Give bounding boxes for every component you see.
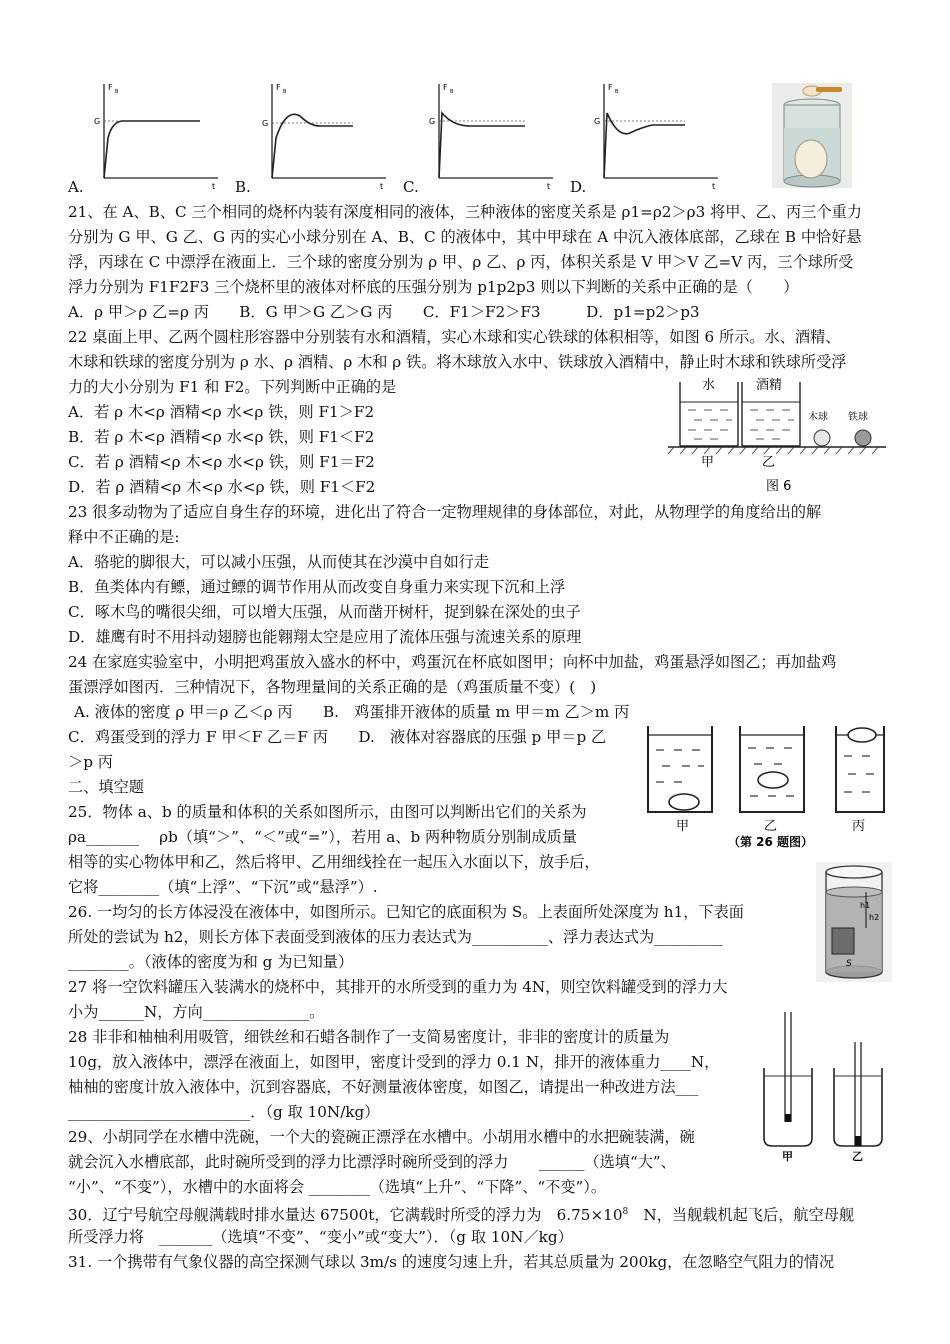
q24-options-cd-cont: ＞p 丙 <box>68 753 113 771</box>
svg-text:S: S <box>846 959 852 969</box>
graph-b <box>258 78 388 190</box>
q30-line2: 所受浮力将 _______（选填“不变”、“变小”或“变大”）．（g 取 10N／kg） <box>68 1228 573 1246</box>
figure-q26-block <box>816 862 892 982</box>
q30-text-b: N，当舰载机起飞后，航空母舰 <box>628 1206 855 1225</box>
graph-c <box>425 78 555 190</box>
svg-text:t: t <box>712 182 716 190</box>
svg-text:t: t <box>380 182 384 190</box>
svg-text:B: B <box>450 89 454 95</box>
svg-text:酒精: 酒精 <box>756 378 783 393</box>
q22-option-d: D．若 ρ 酒精<ρ 木<ρ 水<ρ 铁，则 F1＜F2 <box>68 478 376 496</box>
q22-line2: 木球和铁球的密度分别为 ρ 水、ρ 酒精、ρ 木和 ρ 铁。将木球放入水中、铁球放入酒精中，静止时木球和铁球所受浮 <box>68 353 847 371</box>
svg-text:G: G <box>429 117 436 126</box>
svg-text:h1: h1 <box>860 901 871 910</box>
svg-text:G: G <box>594 117 601 126</box>
q21-options: A．ρ 甲＞ρ 乙=ρ 丙 B．G 甲＞G 乙＞G 丙 C．F1＞F2＞F3 D．p1=p2＞p3 <box>68 303 700 321</box>
svg-text:F: F <box>276 83 281 92</box>
q26-line2: 所处的尝试为 h2，则长方体下表面受到液体的压力表达式为__________、浮力表达式为_________ <box>68 928 723 946</box>
svg-text:铁球: 铁球 <box>848 412 868 423</box>
q25-line2: ρa_______ ρb（填“＞”、“＜”或“=”），若用 a、b 两种物质分别制成质量 <box>68 828 577 846</box>
q24-line1: 24 在家庭实验室中，小明把鸡蛋放入盛水的杯中，鸡蛋沉在杯底如图甲；向杯中加盐，鸡蛋悬浮如图乙；再加盐鸡 <box>68 653 837 671</box>
q25-line3: 相等的实心物体甲和乙，然后将甲、乙用细线拴在一起压入水面以下，放手后， <box>68 853 600 871</box>
graph-d-label: D. <box>570 178 587 196</box>
graph-a <box>90 78 220 190</box>
q23-option-c: C．啄木鸟的嘴很尖细，可以增大压强，从而凿开树杆，捉到躲在深处的虫子 <box>68 603 581 621</box>
figure-26-eggs <box>640 720 890 850</box>
q26-line1: 26. 一均匀的长方体浸没在液体中，如图所示。已知它的底面积为 S。上表面所处深度为 h1，下表面 <box>68 903 744 921</box>
svg-text:F: F <box>608 83 613 92</box>
figure-q28-hydrometers <box>758 1012 888 1162</box>
svg-text:水: 水 <box>702 378 716 393</box>
svg-text:（第 26 题图）: （第 26 题图） <box>728 835 814 849</box>
q24-options-ab: A. 液体的密度 ρ 甲＝ρ 乙＜ρ 丙 B. 鸡蛋排开液体的质量 m 甲＝m 乙＞m 丙 <box>74 703 630 721</box>
q30-text-a: 30．辽宁号航空母舰满载时排水量达 67500t，它满载时所受的浮力为 6.75×10 <box>68 1206 623 1225</box>
q27-line1: 27 将一空饮料罐压入装满水的烧杯中，其排开的水所受到的重力为 4N，则空饮料罐受到的浮力大 <box>68 978 728 996</box>
q22-option-b: B．若 ρ 木<ρ 酒精<ρ 水<ρ 铁，则 F1＜F2 <box>68 428 375 446</box>
egg-beaker-photo <box>772 83 852 188</box>
q24-line2: 蛋漂浮如图丙．三种情况下，各物理量间的关系正确的是（鸡蛋质量不变）( ) <box>68 678 597 696</box>
svg-text:甲: 甲 <box>701 455 715 470</box>
q29-line2: 就会沉入水槽底部，此时碗所受到的浮力比漂浮时碗所受到的浮力 ______（选填“大”、 <box>68 1153 676 1171</box>
q30-exponent: 8 <box>622 1207 629 1217</box>
q28-line2: 10g，放入液体中，漂浮在液面上，如图甲，密度计受到的浮力 0.1 N，排开的液体重力____N， <box>68 1053 720 1071</box>
svg-text:h2: h2 <box>869 913 880 922</box>
svg-text:甲: 甲 <box>676 819 690 834</box>
q23-option-d: D．雄鹰有时不用抖动翅膀也能翱翔太空是应用了流体压强与流速关系的原理 <box>68 628 582 646</box>
q23-line1: 23 很多动物为了适应自身生存的环境，进化出了符合一定物理规律的身体部位，对此，从物理学的角度给出的解 <box>68 503 822 521</box>
q24-options-cd: C．鸡蛋受到的浮力 F 甲＜F 乙＝F 丙 D. 液体对容器底的压强 p 甲＝p 乙 <box>68 728 607 746</box>
q26-line3: ________。（液体的密度为和 g 为已知量） <box>68 953 354 971</box>
graph-b-label: B. <box>235 178 251 196</box>
svg-text:图 6: 图 6 <box>766 479 792 494</box>
graph-d <box>590 78 720 190</box>
svg-text:B: B <box>283 89 287 95</box>
q21-line2: 分别为 G 甲、G 乙、G 丙的实心小球分别在 A、B、C 的液体中，其中甲球在 A 中沉入液体底部，乙球在 B 中恰好悬 <box>68 228 862 246</box>
q28-line1: 28 非非和柚柚利用吸管，细铁丝和石蜡各制作了一支简易密度计，非非的密度计的质量为 <box>68 1028 670 1046</box>
q22-option-a: A．若 ρ 木<ρ 酒精<ρ 水<ρ 铁，则 F1＞F2 <box>68 403 375 421</box>
q30-line1 <box>68 1200 854 1228</box>
q28-line4: ________________________．（g 取 10N/kg） <box>68 1103 380 1121</box>
svg-text:G: G <box>262 119 269 128</box>
svg-text:B: B <box>115 89 119 95</box>
q27-line2: 小为______N，方向______________。 <box>68 1003 325 1021</box>
q22-line1: 22 桌面上甲、乙两个圆柱形容器中分别装有水和酒精，实心木球和实心铁球的体积相等，如图 6 所示。水、酒精、 <box>68 328 841 346</box>
q21-line3: 浮，丙球在 C 中漂浮在液面上．三个球的密度分别为 ρ 甲、ρ 乙、ρ 丙，体积关系是 V 甲＞V 乙=V 丙，三个球所受 <box>68 253 854 271</box>
q25-line4: 它将________（填“上浮”、“下沉”或“悬浮”）. <box>68 878 378 896</box>
svg-text:t: t <box>547 182 551 190</box>
q29-line1: 29、小胡同学在水槽中洗碗，一个大的瓷碗正漂浮在水槽中。小胡用水槽中的水把碗装满，碗 <box>68 1128 695 1146</box>
svg-text:丙: 丙 <box>852 819 866 834</box>
svg-text:木球: 木球 <box>808 412 828 423</box>
section-fill-in: 二、填空题 <box>68 778 144 796</box>
q22-line3: 力的大小分别为 F1 和 F2。下列判断中正确的是 <box>68 378 397 396</box>
graph-c-label: C. <box>403 178 419 196</box>
svg-text:乙: 乙 <box>764 819 778 834</box>
graph-a-label: A. <box>68 178 84 196</box>
axis-x-label: t <box>212 182 216 190</box>
svg-text:甲: 甲 <box>782 1150 793 1162</box>
q31-line1: 31. 一个携带有气象仪器的高空探测气球以 3m/s 的速度匀速上升，若其总质量为 200kg，在忽略空气阻力的情况 <box>68 1253 835 1271</box>
q21-line1: 21、在 A、B、C 三个相同的烧杯内装有深度相同的液体，三种液体的密度关系是 ρ1=ρ2＞ρ3 将甲、乙、丙三个重力 <box>68 203 862 221</box>
svg-text:F: F <box>443 83 448 92</box>
q29-line3: “小”、“不变”），水槽中的水面将会 ________（选填“上升”、“下降”、“不变”）。 <box>68 1178 607 1196</box>
svg-text:乙: 乙 <box>852 1150 863 1162</box>
q23-option-b: B．鱼类体内有鳔，通过鳔的调节作用从而改变自身重力来实现下沉和上浮 <box>68 578 566 596</box>
g-mark: G <box>94 117 101 126</box>
svg-text:乙: 乙 <box>762 455 776 470</box>
q22-option-c: C．若 ρ 酒精<ρ 木<ρ 水<ρ 铁，则 F1＝F2 <box>68 453 375 471</box>
q23-option-a: A．骆驼的脚很大，可以减小压强，从而使其在沙漠中自如行走 <box>68 553 490 571</box>
figure-6 <box>668 372 888 494</box>
q28-line3: 柚柚的密度计放入液体中，沉到容器底，不好测量液体密度，如图乙，请提出一种改进方法___ <box>68 1078 699 1096</box>
svg-text:B: B <box>615 89 619 95</box>
q21-line4: 浮力分别为 F1F2F3 三个烧杯里的液体对杯底的压强分别为 p1p2p3 则以下判断的关系中正确的是（ ） <box>68 278 799 296</box>
q25-line1: 25．物体 a、b 的质量和体积的关系如图所示，由图可以判断出它们的关系为 <box>68 803 587 821</box>
axis-y-label: F <box>108 83 113 92</box>
q23-line2: 释中不正确的是: <box>68 528 180 546</box>
